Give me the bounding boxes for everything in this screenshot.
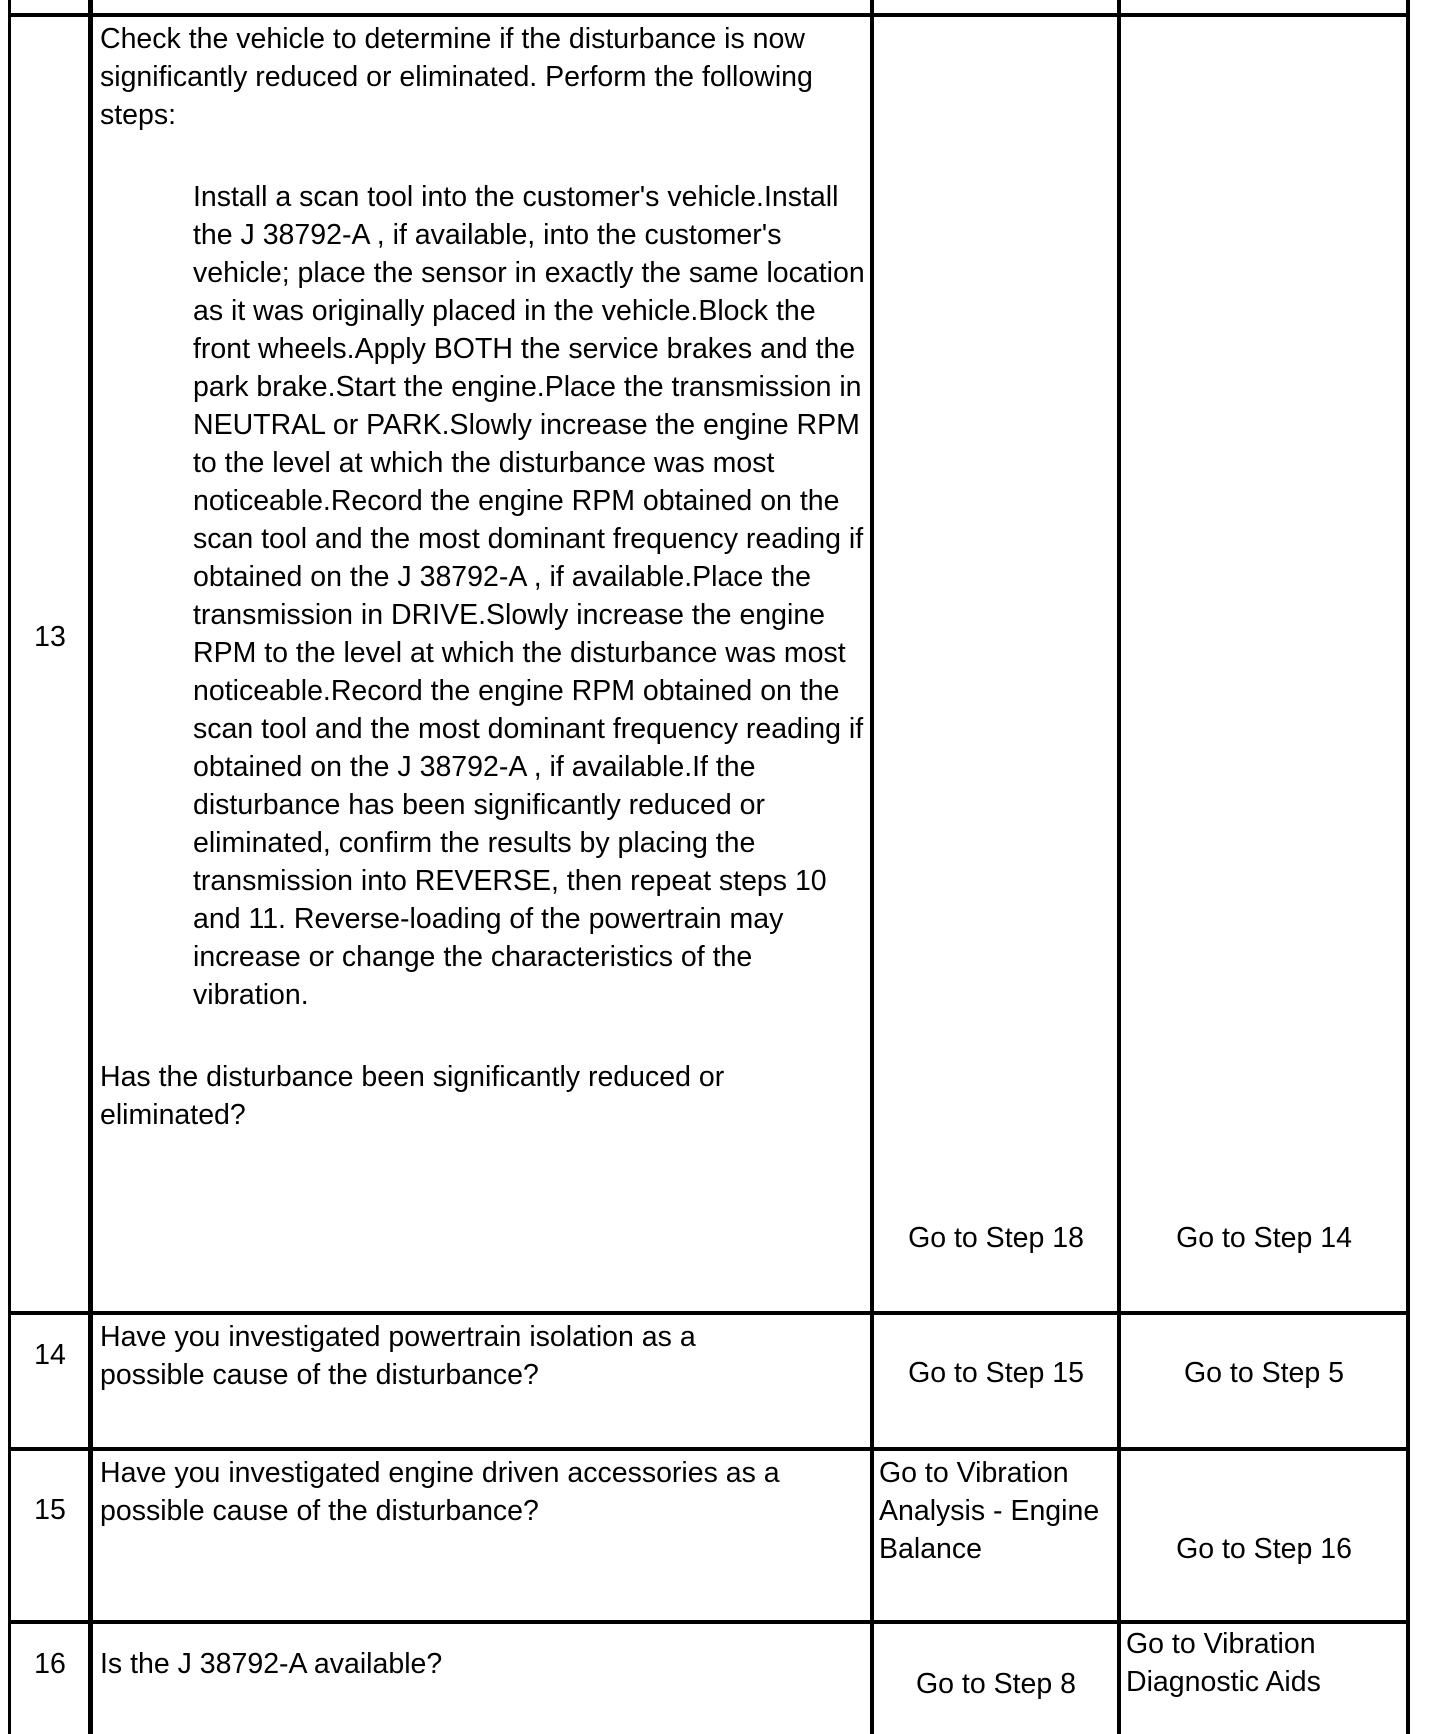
grid-line-step-col bbox=[88, 0, 93, 1734]
yes-result: Go to Step 18 bbox=[908, 1222, 1084, 1254]
step-number: 14 bbox=[34, 1339, 66, 1371]
grid-line-right bbox=[1406, 0, 1410, 1734]
yes-result: Go to Vibration Analysis - Engine Balance bbox=[879, 1457, 1100, 1565]
step-number: 13 bbox=[34, 621, 66, 653]
grid-line-yes-col bbox=[1117, 0, 1121, 1734]
no-result: Go to Step 5 bbox=[1183, 1357, 1345, 1389]
grid-line-row-14 bbox=[8, 1311, 1410, 1315]
grid-line-row-16 bbox=[8, 1620, 1410, 1624]
no-result: Go to Vibration Diagnostic Aids bbox=[1126, 1628, 1321, 1698]
grid-line-left bbox=[8, 0, 11, 1734]
yes-result: Go to Step 15 bbox=[908, 1357, 1084, 1389]
step-procedure: Install a scan tool into the customer's vehicle.Install the J 38792-A , if available, into the customer's vehicle; place the sensor in exactly the same location as it was originally placed in the vehicle.Block the front wheels.Apply BOTH the service brakes and the park brake.Start the engine.Place the transmission in NEUTRAL or PARK.Slowly increase the engine RPM to the level at which the disturbance was most noticeable.Record the engine RPM obtained on the scan tool and the most dominant frequency reading if obtained on the J 38792-A , if available.Place the transmission in DRIVE.Slowly increase the engine RPM to the level at which the disturbance was most noticeable.Record the engine RPM obtained on the scan tool and the most dominant frequency reading if obtained on the J 38792-A , if available.If the disturbance has been significantly reduced or eliminated, confirm the results by placing the transmission into REVERSE, then repeat steps 10 and 11. Reverse-loading of the powertrain may increase or change the characteristics of the vibration. bbox=[193, 181, 865, 1011]
action-cell bbox=[100, 20, 868, 1134]
step-number: 16 bbox=[34, 1648, 66, 1680]
grid-line-top bbox=[8, 13, 1410, 17]
step-question: Is the J 38792-A available? bbox=[100, 1648, 443, 1680]
step-number: 15 bbox=[34, 1494, 66, 1526]
step-question: Have you investigated powertrain isolation as a possible cause of the disturbance? bbox=[100, 1321, 696, 1391]
no-result: Go to Step 14 bbox=[1176, 1222, 1352, 1254]
yes-result: Go to Step 8 bbox=[915, 1668, 1077, 1700]
grid-line-action-col bbox=[870, 0, 874, 1734]
no-result: Go to Step 16 bbox=[1176, 1533, 1352, 1565]
step-intro: Check the vehicle to determine if the disturbance is now significantly reduced or eliminated. Perform the following steps: bbox=[100, 23, 813, 131]
step-question: Has the disturbance been significantly reduced or eliminated? bbox=[100, 1061, 725, 1131]
step-question: Have you investigated engine driven accessories as a possible cause of the disturbance? bbox=[100, 1457, 780, 1527]
grid-line-row-15 bbox=[8, 1447, 1410, 1451]
